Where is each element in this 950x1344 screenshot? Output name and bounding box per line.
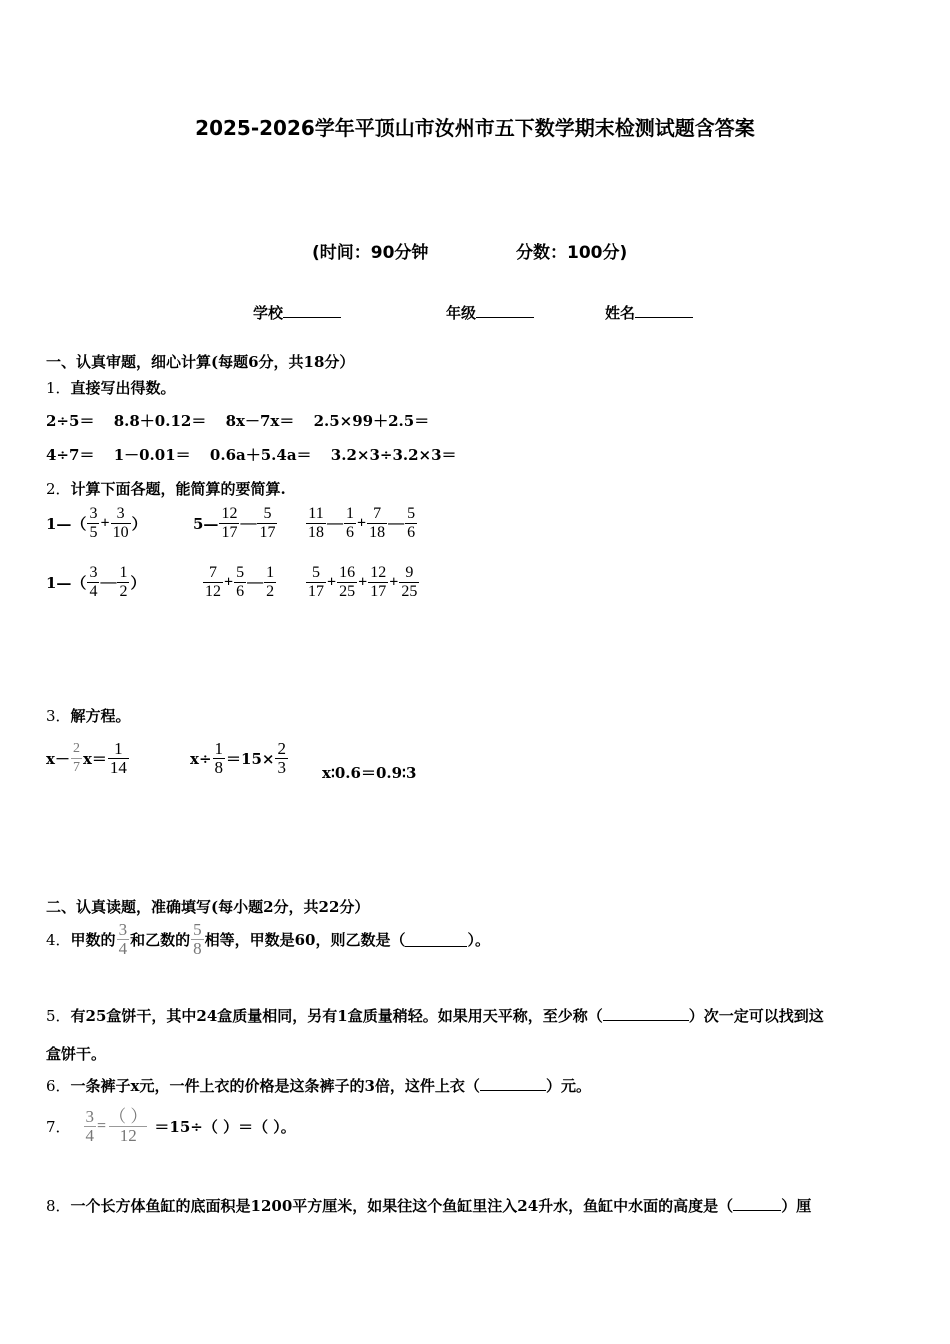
- expr-text: 1—（: [46, 574, 87, 592]
- question-number: 2．: [46, 480, 71, 498]
- answer-blank[interactable]: [405, 932, 467, 947]
- fraction: $\frac{11}{18}$: [308, 505, 324, 541]
- question-text: ）厘: [781, 1197, 812, 1215]
- question-number: 8．: [46, 1197, 71, 1215]
- fraction: $\frac{2}{3}$: [277, 739, 286, 777]
- question-number: 4．: [46, 931, 71, 949]
- grade-field[interactable]: [446, 302, 534, 323]
- name-label: 姓名: [605, 304, 636, 322]
- grade-blank[interactable]: [476, 303, 534, 318]
- calc-item: 4÷7＝: [46, 446, 95, 464]
- question-number: 6．: [46, 1077, 71, 1095]
- answer-blank[interactable]: [480, 1076, 546, 1091]
- question-text: 相等，甲数是60，则乙数是（: [204, 931, 406, 949]
- expr-text: ）: [130, 574, 146, 592]
- fraction: $\frac{5}{17}$: [259, 505, 276, 541]
- school-field[interactable]: [253, 302, 341, 323]
- calc-item: 8.8＋0.12＝: [113, 412, 207, 430]
- question-text: 有25盒饼干，其中24盒质量相同，另有1盒质量稍轻。如果用天平称，至少称（: [70, 1007, 603, 1025]
- section1-heading: 一、认真审题，细心计算(每题6分，共18分）: [46, 353, 355, 371]
- fraction: $\frac{( )}{12}$: [109, 1107, 148, 1145]
- expression-3: [305, 505, 418, 542]
- operator: —: [247, 573, 264, 591]
- fraction: $\frac{2}{7}$: [72, 741, 80, 775]
- expression-1: [46, 505, 147, 542]
- calc-item: 2÷5＝: [46, 412, 95, 430]
- calc-item: 2.5×99＋2.5＝: [313, 412, 430, 430]
- question-8: [46, 1195, 811, 1216]
- question-text: 解方程。: [70, 707, 131, 725]
- fraction: $\frac{16}{25}$: [339, 564, 356, 600]
- question-text: ）次一定可以找到这: [688, 1007, 824, 1025]
- expr-text: x＝: [82, 750, 107, 768]
- question-text: 直接写出得数。: [70, 379, 176, 397]
- question-number: 5．: [46, 1007, 71, 1025]
- fraction: $\frac{3}{10}$: [112, 505, 129, 541]
- calc-item: 8x－7x＝: [225, 412, 295, 430]
- calc-item: 3.2×3÷3.2×3＝: [330, 446, 457, 464]
- equation-2: [190, 740, 289, 777]
- document-title: 2025-2026学年平顶山市汝州市五下数学期末检测试题含答案: [195, 116, 755, 140]
- question-2: [46, 478, 286, 499]
- expression-6: [305, 564, 420, 601]
- expression-4: [46, 564, 145, 601]
- fraction: $\frac{1}{14}$: [109, 739, 127, 777]
- question-number: 1．: [46, 379, 71, 397]
- fraction: $\frac{1}{6}$: [346, 505, 354, 541]
- fraction: $\frac{1}{8}$: [214, 739, 224, 777]
- question-5-continued: 盒饼干。: [46, 1045, 107, 1063]
- fraction: $\frac{7}{12}$: [205, 564, 221, 600]
- question-3: [46, 705, 131, 726]
- question-1: [46, 377, 176, 398]
- calc-row-1: [46, 410, 429, 431]
- question-text: ）元。: [545, 1077, 591, 1095]
- fraction: $\frac{12}{17}$: [370, 564, 387, 600]
- operator: +: [357, 514, 367, 532]
- question-number: 3．: [46, 707, 71, 725]
- fraction: $\frac{5}{8}$: [193, 920, 202, 958]
- question-text: 甲数的: [70, 931, 116, 949]
- school-blank[interactable]: [283, 303, 341, 318]
- operator: —: [100, 573, 117, 591]
- fraction: $\frac{3}{4}$: [85, 1107, 95, 1145]
- question-number: 7．: [46, 1118, 71, 1136]
- expr-text: ）: [131, 515, 147, 533]
- expr-text: x÷: [190, 749, 212, 768]
- question-text: 一条裤子x元，一件上衣的价格是这条裤子的3倍，这件上衣（: [70, 1077, 480, 1095]
- calc-item: 1－0.01＝: [113, 446, 191, 464]
- question-text: 和乙数的: [130, 931, 191, 949]
- operator: —: [327, 514, 343, 532]
- equals-sign: =: [97, 1117, 107, 1135]
- fraction: $\frac{1}{2}$: [119, 564, 128, 600]
- fraction: $\frac{3}{4}$: [89, 564, 98, 600]
- fraction: $\frac{3}{5}$: [89, 505, 98, 541]
- fraction: $\frac{9}{25}$: [401, 564, 418, 600]
- school-label: 学校: [253, 304, 284, 322]
- grade-label: 年级: [446, 304, 477, 322]
- operator: +: [224, 573, 234, 591]
- question-5: [46, 1005, 824, 1026]
- fraction: $\frac{3}{4}$: [118, 920, 128, 958]
- operator: +: [100, 514, 110, 532]
- expr-text: ＝15×: [226, 750, 275, 768]
- fraction: $\frac{5}{17}$: [308, 564, 324, 600]
- fraction: $\frac{7}{18}$: [369, 505, 386, 541]
- operator: —: [388, 514, 405, 532]
- question-4: [46, 921, 490, 958]
- question-text: ）。: [467, 931, 490, 949]
- time-label: (时间：90分钟: [312, 243, 429, 263]
- operator: +: [327, 573, 337, 591]
- expr-text: x－: [46, 750, 70, 768]
- expr-text: 5—: [193, 514, 219, 533]
- section2-heading: 二、认真读题，准确填写(每小题2分，共22分）: [46, 898, 370, 916]
- question-text: ＝15÷（ ）＝（ ）。: [154, 1118, 296, 1136]
- name-blank[interactable]: [635, 303, 693, 318]
- score-label: 分数：100分): [516, 243, 628, 263]
- operator: —: [240, 514, 257, 532]
- name-field[interactable]: [605, 302, 693, 323]
- operator: +: [389, 573, 399, 591]
- operator: +: [358, 573, 368, 591]
- expr-text: 1—（: [46, 515, 87, 533]
- fraction: $\frac{5}{6}$: [407, 505, 416, 541]
- fraction: $\frac{1}{2}$: [266, 564, 275, 600]
- expression-2: [193, 505, 278, 542]
- question-6: [46, 1075, 591, 1096]
- question-text: 一个长方体鱼缸的底面积是1200平方厘米，如果往这个鱼缸里注入24升水，鱼缸中水面的高度是（: [70, 1197, 734, 1215]
- answer-blank[interactable]: [603, 1006, 689, 1021]
- answer-blank[interactable]: [733, 1196, 781, 1211]
- calc-row-2: [46, 444, 457, 465]
- question-7: [46, 1108, 296, 1145]
- calc-item: 0.6a＋5.4a＝: [209, 446, 312, 464]
- equation-1: [46, 740, 130, 777]
- fraction: $\frac{12}{17}$: [221, 505, 238, 541]
- question-text: 计算下面各题，能简算的要简算.: [70, 480, 286, 498]
- equation-3: x∶0.6＝0.9∶3: [322, 764, 417, 782]
- expression-5: [202, 564, 277, 601]
- fraction: $\frac{5}{6}$: [236, 564, 245, 600]
